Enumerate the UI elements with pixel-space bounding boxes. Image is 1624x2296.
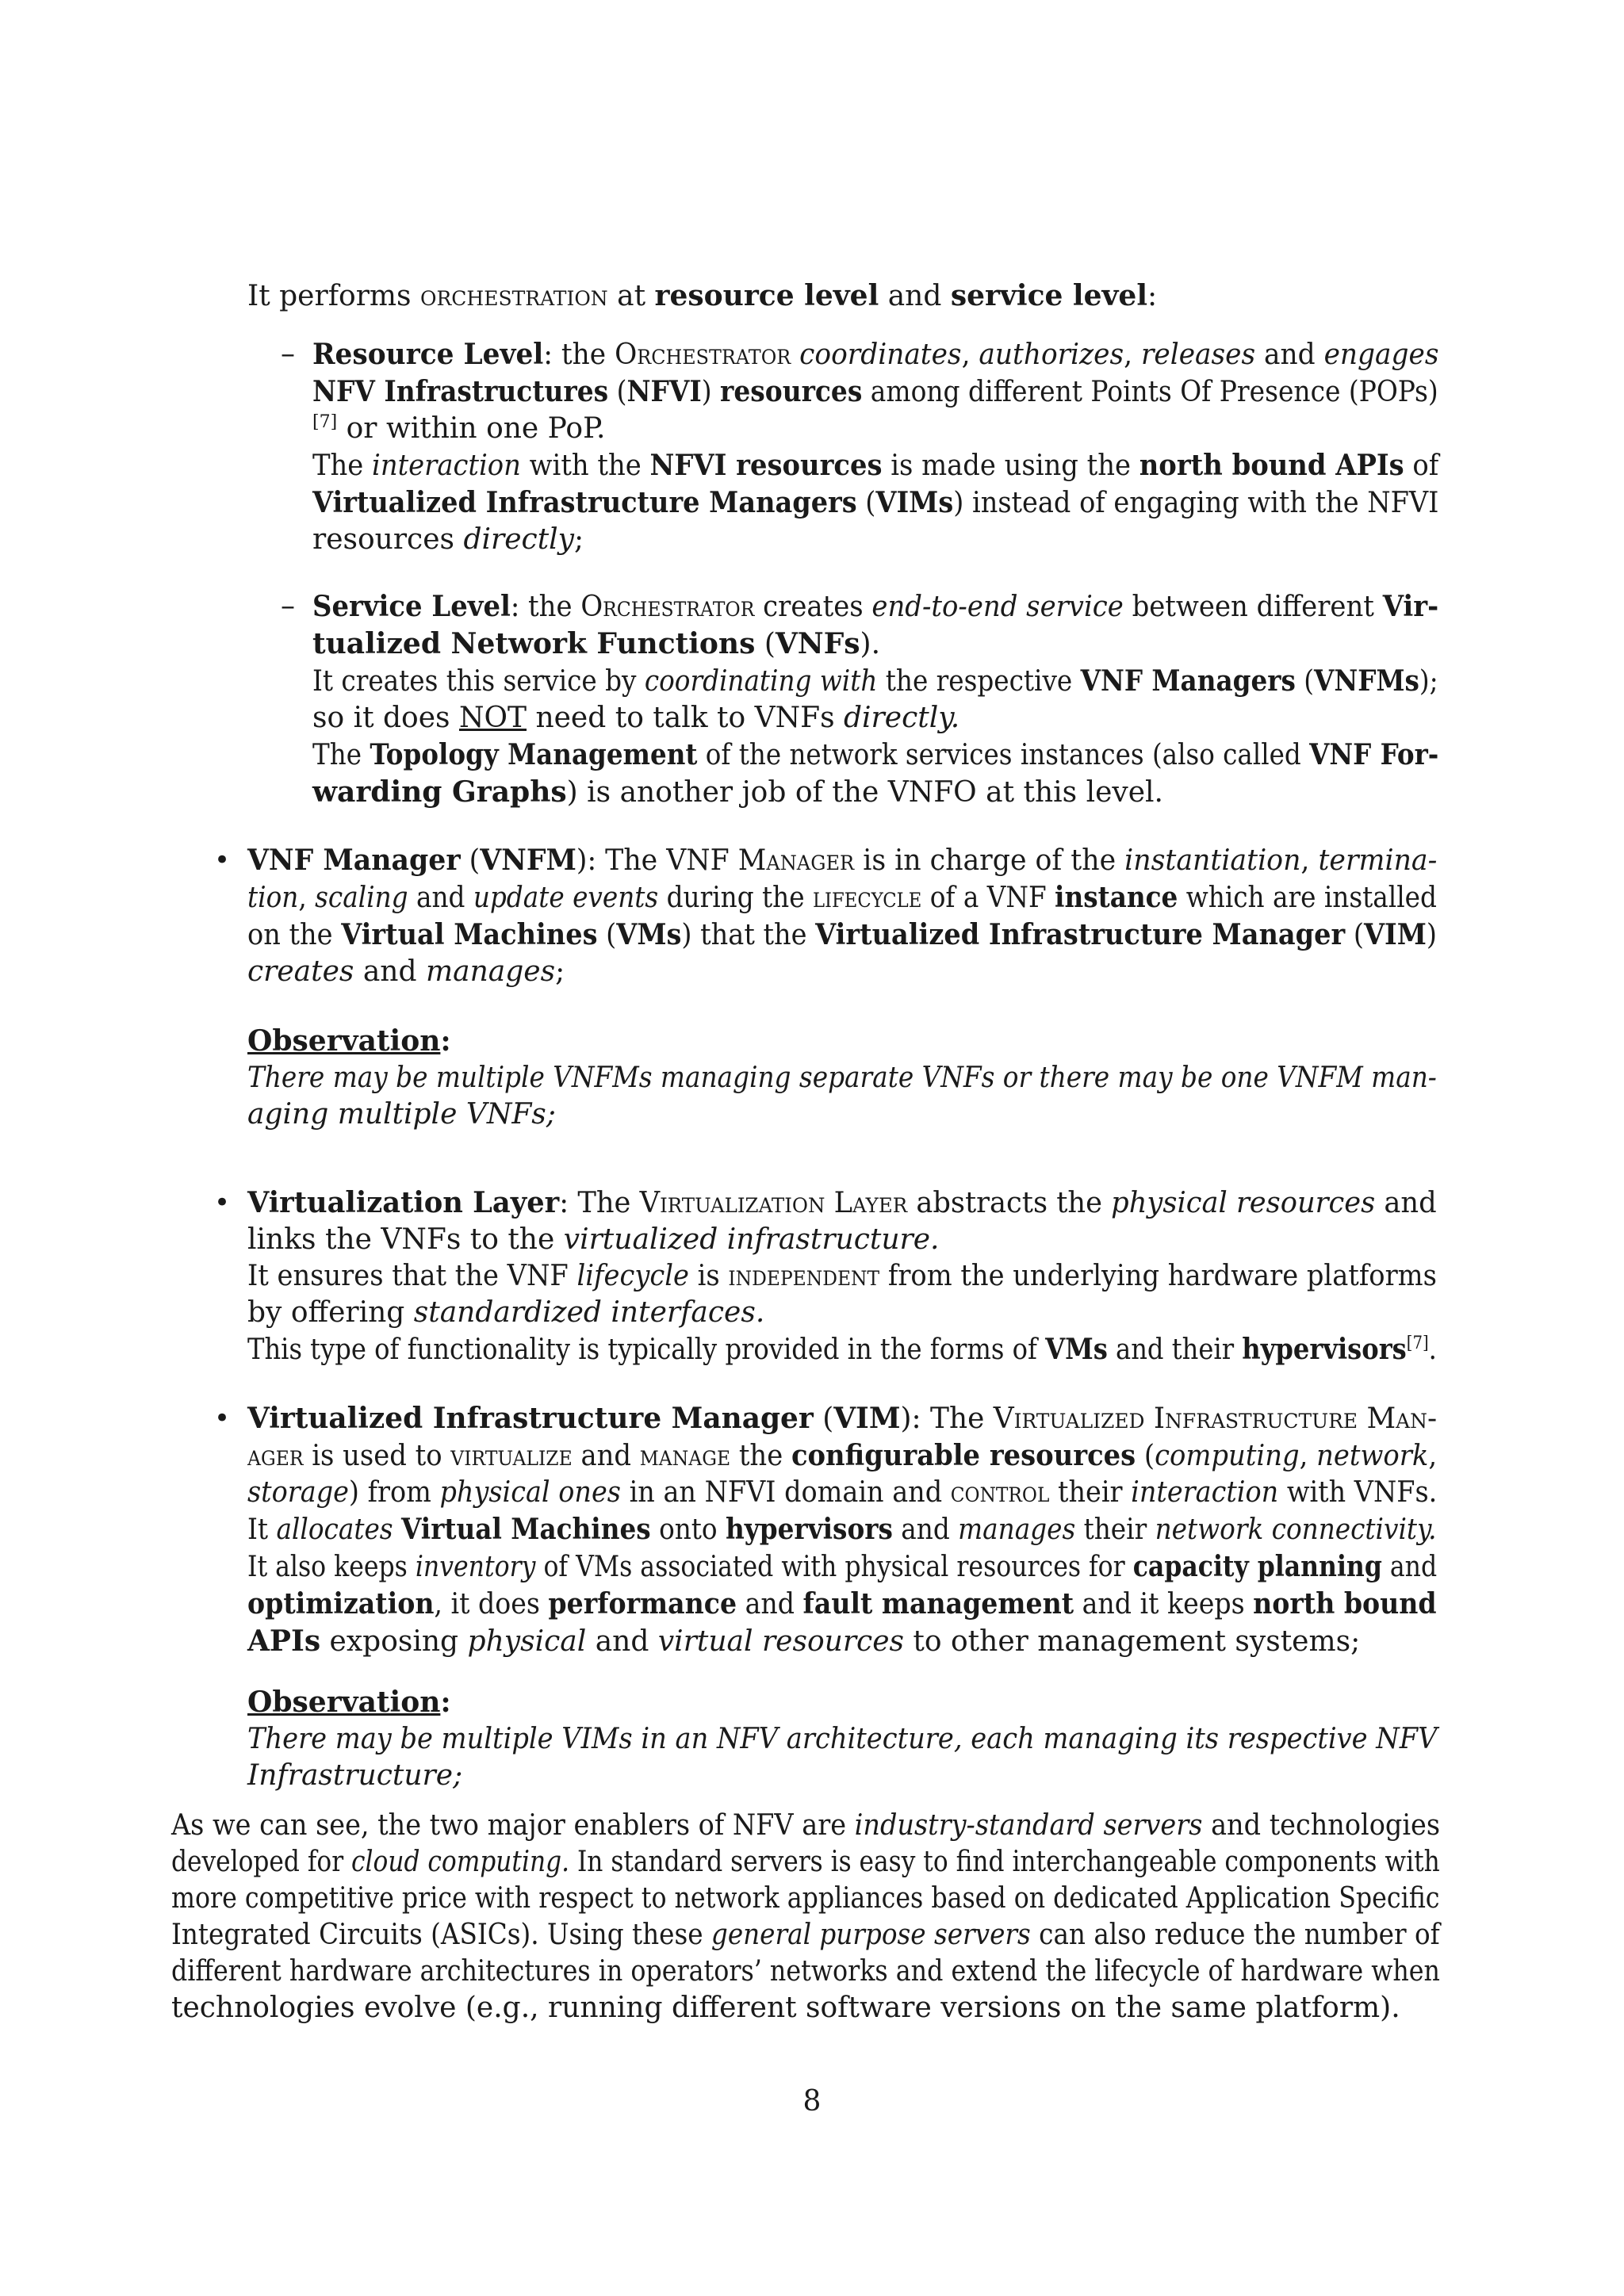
item-label: Virtualization Layer (247, 1186, 560, 1219)
vim-item (247, 1400, 1437, 1660)
text-line: tion, scaling and update events during the lifecycle of a VNF instance which are installed (247, 881, 1437, 914)
bullet-marker: • (214, 1402, 231, 1434)
orchestration-term: orchestration (419, 280, 608, 312)
citation: [7] (1406, 1334, 1429, 1353)
text-line: on the Virtual Machines (VMs) that the Virtualized Infrastructure Manager (VIM) (247, 918, 1438, 951)
text-line: links the VNFs to the virtualized infrastructure. (247, 1223, 940, 1256)
intro-text: It performs (247, 280, 420, 312)
orchestrator-term: Orchestrator (580, 591, 755, 623)
closing-paragraph (171, 1808, 1440, 2026)
text-line: aging multiple VNFs; (247, 1098, 556, 1131)
item-label: Service Level (312, 590, 511, 623)
text-line: developed for cloud computing. In standard servers is easy to find interchangeable components with (171, 1846, 1440, 1878)
intro-paragraph (247, 277, 1437, 315)
text-line: [7] or within one PoP. (312, 412, 606, 445)
item-label: Resource Level (312, 338, 544, 371)
observation-heading: Observation: (247, 1686, 451, 1719)
text-line: Resource Level: the Orchestrator coordinates, authorizes, releases and engages (312, 338, 1439, 371)
text-line: optimization, it does performance and fault management and it keeps north bound (247, 1587, 1437, 1621)
intro-text: at (607, 280, 655, 312)
text-line: tualized Network Functions (VNFs). (312, 627, 881, 660)
text-line: APIs exposing physical and virtual resources to other management systems; (247, 1624, 1361, 1658)
text-line: NFV Infrastructures (NFVI) resources among different Points Of Presence (POPs) (312, 375, 1438, 408)
text-line: It ensures that the VNF lifecycle is independent from the underlying hardware platforms (247, 1260, 1437, 1292)
text-line: As we can see, the two major enablers of NFV are industry-standard servers and technologies (171, 1809, 1441, 1842)
text-line: Integrated Circuits (ASICs). Using these general purpose servers can also reduce the number of (171, 1919, 1440, 1951)
bullet-marker: • (214, 844, 231, 876)
virtualization-layer-item (247, 1184, 1437, 1368)
text-line: It creates this service by coordinating with the respective VNF Managers (VNFMs); (312, 664, 1438, 698)
text-line: so it does NOT need to talk to VNFs directly. (312, 702, 960, 734)
text-line: VNF Manager (VNFM): The VNF Manager is in charge of the instantiation, termina- (247, 844, 1438, 877)
vnfm-item (247, 842, 1437, 990)
text-line: It also keeps inventory of VMs associated with physical resources for capacity planning and (247, 1550, 1438, 1583)
text-line: It allocates Virtual Machines onto hypervisors and manages their network connectivity. (247, 1513, 1437, 1546)
text-line: resources directly; (312, 523, 584, 556)
orchestrator-term: Orchestrator (615, 339, 791, 371)
resource-level-dash: – (281, 338, 295, 370)
text-line: warding Graphs) is another job of the VNFO at this level. (312, 775, 1163, 809)
text-line: more competitive price with respect to network appliances based on dedicated Application Specific (171, 1882, 1440, 1915)
item-label: VNF Manager (247, 844, 461, 877)
vnfm-observation (247, 1023, 1437, 1133)
service-level-dash: – (281, 590, 295, 622)
service-level-item (312, 588, 1438, 811)
text-line: Virtualized Infrastructure Manager (VIM): The Virtualized Infrastructure Man- (247, 1402, 1438, 1435)
resource-level-item (312, 336, 1438, 558)
intro-text: : (1147, 280, 1158, 312)
text-line: There may be multiple VNFMs managing separate VNFs or there may be one VNFM man- (247, 1062, 1437, 1094)
citation: [7] (312, 412, 338, 432)
resource-level-term: resource level (654, 279, 879, 312)
observation-heading: Observation: (247, 1024, 451, 1058)
page-number: 8 (802, 2085, 822, 2118)
text-line: Infrastructure; (247, 1759, 463, 1792)
service-level-term: service level (950, 279, 1148, 312)
text-line: The interaction with the NFVI resources is made using the north bound APIs of (312, 449, 1439, 482)
text-line: This type of functionality is typically provided in the forms of VMs and their hypervisors[7]. (247, 1333, 1437, 1366)
text-line: by offering standardized interfaces. (247, 1296, 765, 1329)
bullet-marker: • (214, 1187, 231, 1219)
text-line: There may be multiple VIMs in an NFV architecture, each managing its respective NFV (247, 1723, 1438, 1755)
text-line: Virtualization Layer: The Virtualization Layer abstracts the physical resources and (247, 1186, 1437, 1219)
text-line: different hardware architectures in operators’ networks and extend the lifecycle of hardware when (171, 1955, 1440, 1988)
text-line: creates and manages; (247, 955, 565, 988)
intro-text: and (879, 280, 951, 312)
text-line: ager is used to virtualize and manage the configurable resources (computing, network, (247, 1439, 1438, 1472)
text-line: The Topology Management of the network services instances (also called VNF For- (312, 738, 1439, 771)
text-line: storage) from physical ones in an NFVI domain and control their interaction with VNFs. (247, 1476, 1438, 1509)
text-line: technologies evolve (e.g., running different software versions on the same platform). (171, 1992, 1400, 2024)
text-line: Service Level: the Orchestrator creates end-to-end service between different Vir- (312, 590, 1439, 623)
item-label: Virtualized Infrastructure Manager (247, 1402, 814, 1435)
intro-line (247, 277, 1437, 315)
text-line: Virtualized Infrastructure Managers (VIMs) instead of engaging with the NFVI (312, 486, 1439, 519)
underlined-not: NOT (458, 702, 527, 734)
vim-observation (247, 1684, 1437, 1794)
